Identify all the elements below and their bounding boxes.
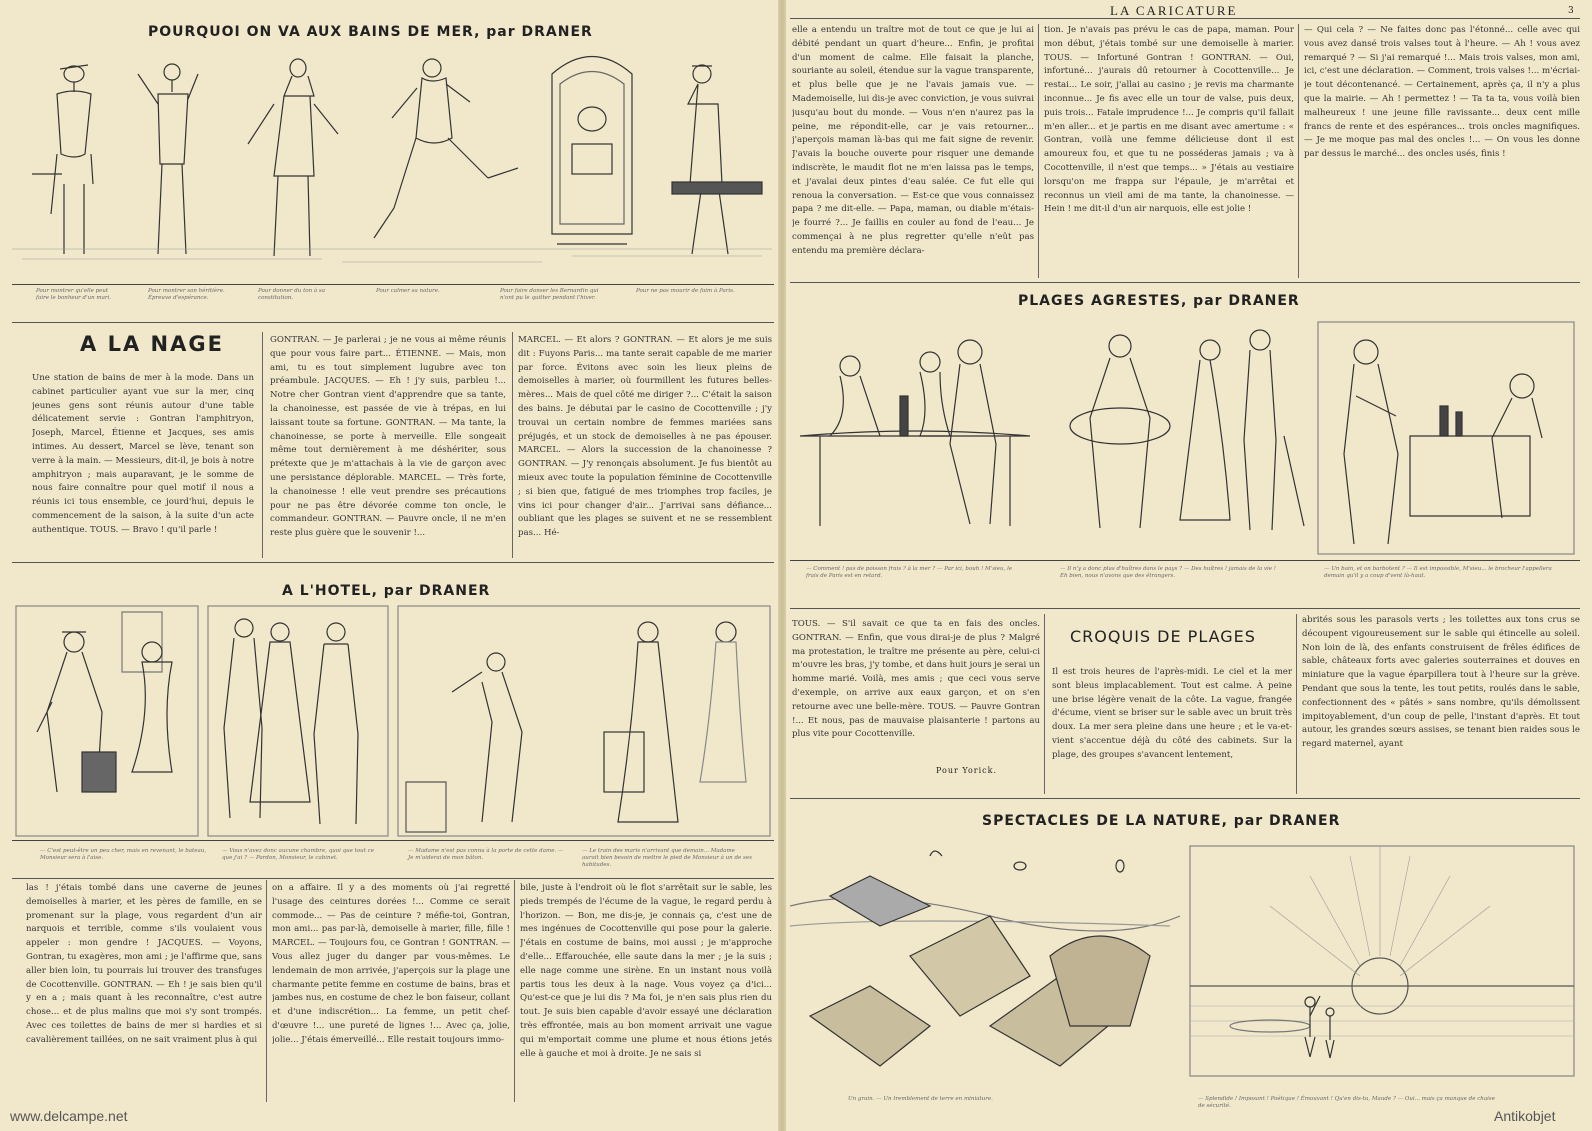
column-divider <box>1298 24 1299 278</box>
column-divider <box>262 332 263 558</box>
section-title-croquis: CROQUIS DE PLAGES <box>1070 627 1256 646</box>
caption-bains-5: Pour faire danser les Bernardin qui n'ont pu le quitter pendant l'hiver. <box>500 288 599 301</box>
column-divider <box>514 880 515 1102</box>
column-divider <box>1038 24 1039 278</box>
section-title-nature: SPECTACLES DE LA NATURE, par DRANER <box>982 813 1341 829</box>
caption-bains-1: Pour montrer qu'elle peut faire le bonheur d'un mari. <box>36 288 112 301</box>
text-nage-col1: Une station de bains de mer à la mode. Dans un cabinet particulier ayant vue sur la mer, cinq jeunes gens sont réunis autour d'une table délicatement servie : Gontran l'amphitryon, Joseph, Marcel, Étienne et Jacques, ses amis intimes. Au dessert, Marcel se lève, tenant son verre à la main. — Messieurs, dit-il, je bois à notre amphitryon ; mais auparavant, je le somme de nous faire connaître pour quel motif il nous a réunis ici tous ensemble, ce jourd'hui, depuis le commencement de la saison, à la suite d'un acte authentique. TOUS. — Bravo ! qu'il parle ! <box>32 373 254 535</box>
caption-agrestes-2: — Il n'y a donc plus d'huîtres dans le pays ? — Des huîtres ! jamais de la vie ! Eh bien, nous n'avons que des étrangers. <box>1060 566 1277 579</box>
page-number: 3 <box>1568 6 1574 16</box>
column-divider <box>1296 614 1297 794</box>
caption-agrestes-1: — Comment ! pas de poisson frais ? à la mer ? — Par ici, bouh ! M'sieu, le frais de Paris est en retard. <box>806 566 1013 579</box>
illustration-hotel <box>12 602 774 841</box>
column-divider <box>512 332 513 558</box>
text-right-col1: elle a entendu un traître mot de tout ce que je lui ai débité pendant un quart d'heure... Enfin, je profitai d'un moment de calme. Elle faisait la planche, souriante au soleil, étendue sur la vague transparente, et plus belle que je ne l'avais jamais vue. — Mademoiselle, lui dis-je avec conviction, je vous suivrai jusqu'au bout du monde. — Vous n'en n'aurez pas la peine, me répondit-elle, car je vais retourner... j'aperçois maman là-bas qui me fait signe de revenir. J'avais la bouche ouverte pour risquer une demande indiscrète, le maudit flot ne m'en laissa pas le temps, et j'avalai deux pintes d'eau salée. Ce fut elle qui renoua la conversation. — Est-ce que vous connaissez papa ? me dit-elle. — Papa, maman, ou diable m'étais-je fourré ?... Je faillis en couler au fond de l'eau... Je commençai à ne plus regretter qu'elle n'eût pas entendu ma première déclara- <box>792 25 1034 256</box>
signature: Pour Yorick. <box>936 766 998 775</box>
text-bottom-col1: las ! j'étais tombé dans une caverne de jeunes demoiselles à marier, et les pères de famille, en se promenant sur la plage, vous regardent d'un air narquois et terrible, comme s'ils voulaient vous appeler : mon gendre ! JACQUES. — Voyons, Gontran, tu exagères, mon ami ; je l'affirme que, sans aller bien loin, tu pourrais lui trouver des transfuges de Cocottenville. GONTRAN. — Eh ! je sais bien qu'il y en a ; mais quant à les reconnaître, c'est autre chose... et de plus malins que moi s'y sont trompés. Avec ces toilettes de bains de mer si hardies et si cavalièrement taillées, on ne sait vraiment plus à qui <box>26 883 262 1045</box>
text-mid-col3: abrités sous les parasols verts ; les toilettes aux tons crus se découpent vigoureusement sur le sable qui étincelle au soleil. Non loin de là, des enfants construisent de frêles édifices de sable, châteaux forts avec galeries souterraines et douves en miniature que la vague éparpillera tout à l'heure sur la grève. Pendant que sous la tente, les tout petits, roulés dans le sable, confectionnent des « pâtés » sans nombre, qu'ils démolissent impitoyablement, d'un coup de pelle, l'instant d'après. Et tout autour, les grandes sœurs assises, se tenant bien raides sous le regard maternel, ayant <box>1302 615 1580 750</box>
gutter <box>778 0 786 1131</box>
rule <box>12 878 774 879</box>
rule <box>790 798 1580 799</box>
caption-bains-4: Pour calmer sa nature. <box>376 288 440 294</box>
section-title-nage: A LA NAGE <box>80 332 224 356</box>
caption-hotel-4: — Le train des maris n'arrivant que demain... Madame aurait bien besoin de mettre le pied de Monsieur à un de ses habitudes. <box>582 848 752 868</box>
caption-nature-2: — Splendide ! Imposant ! Poétique ! Émouvant ! Qu'en dis-tu, Maude ? — Oui... mais ça manque de chaise de sécurité. <box>1198 1096 1495 1109</box>
text-right-col2: tion. Je n'avais pas prévu le cas de papa, maman. Pour mon début, j'étais tombé sur une demoiselle à marier. TOUS. — Infortuné Gontran ! GONTRAN. — Oui, infortuné... j'aurais dû retourner à Cocottenville... Je restai... Le soir, j'allai au casino ; je revis ma charmante inconnue... Je fis avec elle un tour de valse, puis deux, puis trois... Fatale imprudence !... Je compris qu'il fallait m'en aller... et je partis en me disant avec amertume : « Gontran, voilà une femme délicieuse dont il est amoureux fou, et que tu ne posséderas jamais ; va à Cocottenville, il n'est que temps... » J'étais au vestiaire lorsqu'on me frappa sur l'épaule, je m'arrêtai et reconnus un vieil ami de ma tante, la chanoinesse. — Hein ! me dit-il d'un air narquois, elle est jolie ! <box>1044 25 1294 215</box>
rule <box>790 282 1580 283</box>
text-croquis: Il est trois heures de l'après-midi. Le ciel et la mer sont bleus implacablement. Tout est calme. À peine une brise légère venait de la côte. La vague, frangée d'écume, vient se briser sur le sable avec un bruit très doux. La mer sera pleine dans une heure ; et le va-et-vient s'accentue déjà du côté des cabinets. Sur la plage, des groupes s'avancent lentement, <box>1052 667 1292 760</box>
watermark-left: www.delcampe.net <box>10 1108 128 1124</box>
rule <box>12 322 774 323</box>
watermark-right: Antikobjet <box>1494 1108 1556 1124</box>
caption-nature-1: Un grain. — Un tremblement de terre en miniature. <box>848 1096 993 1102</box>
section-title-bains: POURQUOI ON VA AUX BAINS DE MER, par DRANER <box>148 24 593 40</box>
text-right-col3: — Qui cela ? — Ne faites donc pas l'étonné... celle avec qui vous avez dansé trois valses tout à l'heure. — Ah ! vous avez remarqué ? — Si j'ai remarqué !... Mais trois valses, mon ami, ici, c'est une déclaration. — Comment, trois valses !... m'écriai-je tout décontenancé. — Certainement, après ça, il n'y a plus que la mairie. — Ah ! permettez ! — Ta ta ta, vous voilà bien malheureux ! une jeune fille ravissante... deux cent mille francs de rente et des espérances... trois oncles magnifiques. — Je me moque pas mal des oncles !... — On vous les donne par dessus le marché... des oncles usés, finis ! <box>1304 25 1580 160</box>
text-bottom-col3: bile, juste à l'endroit où le flot s'arrêtait sur le sable, les pieds trempés de l'écume de la vague, le regard perdu à l'horizon. — Bon, me dis-je, je connais ça, c'est une de mes ingénues de Cocottenville qui pose pour la galerie. J'étais en costume de bains, moi aussi ; je m'approche d'elle... Effarouchée, elle saute dans la mer ; je la suis ; elle nage comme une sirène. En un instant nous voilà partis tous les deux à la nage. Vous voyez ça d'ici... Qu'est-ce que je lui dis ? Ma foi, je n'en sais plus rien du tout. Je suis bien capable d'avoir essayé une déclaration très effrontée, mais au bon moment arrivait une vague qui m'emportait comme une plume et nous étions jetés elle à gauche et moi à droite. Je ne sais si <box>520 883 772 1059</box>
text-mid-col1: TOUS. — S'il savait ce que ta en fais des oncles. GONTRAN. — Enfin, que vous dirai-je de plus ? Malgré ma protestation, le traître me présente au père, celui-ci m'ouvre les bras, j'y tombe, et dans huit jours je serai un homme marié. Voilà, mes amis ; que ceci vous serve d'exemple, on arrive aux eaux garçon, et on s'en retourne avec une belle-mère. TOUS. — Pauvre Gontran !... Et nous, pas de mauvaise plaisanterie ! partons au plus vite pour Cocottenville. <box>792 619 1040 740</box>
caption-agrestes-3: — Un bain, et on barbotent ? — Il est impossible, M'sieu... le brocheur l'appellera demain qu'il y a coup d'vent là-haut. <box>1324 566 1552 579</box>
text-nage-col3: MARCEL. — Et alors ? GONTRAN. — Et alors je me suis dit : Fuyons Paris... ma tante serait capable de me marier par force. Évitons avec soin les lieux pleins de demoiselles à marier, où fourmillent les futures belles-mères... Mais de quel côté me diriger ?... C'était la saison des bains. Je débutai par le casino de Cocottenville ; j'y trouvai un certain nombre de femmes mariées sans préjugés, et un stock de demoiselles à ne pas épouser. MARCEL. — Alors la succession de la chanoinesse ? GONTRAN. — J'y renonçais absolument. Je fus bientôt au mieux avec toute la population féminine de Cocottenville ; si bien que, fatigué de mes triomphes trop faciles, je vins ici pour changer d'air... J'arrivai sans défiance... oubliant que les plages se suivent et ne se ressemblent pas... Hé- <box>518 335 772 539</box>
illustration-agrestes <box>790 316 1580 561</box>
column-divider <box>266 880 267 1102</box>
text-bottom-col2: on a affaire. Il y a des moments où j'ai regretté l'usage des ceintures dorées !... Comme ce serait commode... — Pas de ceinture ? méfie-toi, Gontran, mon ami... pas par-là, demoiselle à marier, fille, fille ! MARCEL. — Toujours fou, ce Gontran ! GONTRAN. — Vous allez juger du danger par vous-mêmes. Le lendemain de mon arrivée, j'aperçois sur la plage une charmante petite femme en costume de bains, bras et jambes nus, en costume de chez le bon faiseur, collant et d'une indiscrétion... La femme, un petit chef-d'œuvre !... une pureté de lignes !... Avec ça, jolie, jolie... J'étais émerveillé... Elle restait toujours immo- <box>272 883 510 1045</box>
column-divider <box>1044 614 1045 794</box>
hotel-drawing <box>12 602 774 840</box>
caption-bains-3: Pour donner du ton à sa constitution. <box>258 288 326 301</box>
journal-title: LA CARICATURE <box>1110 3 1238 18</box>
rule <box>12 562 774 563</box>
nature-drawing <box>790 836 1580 1084</box>
text-nage-col2: GONTRAN. — Je parlerai ; je ne vous ai même réunis que pour vous faire part... ÉTIENNE. — Mais, mon ami, tu es tout simplement lugubre avec ton préambule. JACQUES. — Eh ! j'y suis, parbleu !... Notre cher Gontran vient d'apprendre que sa tante, la chanoinesse, est passée de vie à trépas, en lui laissant toute sa fortune. GONTRAN. — Ma tante, la chanoinesse, se porte à merveille. Elle songeait même tout dernièrement à me déshériter, sous prétexte que je m'attachais à la vie de garçon avec une persistance déplorable. MARCEL. — Très forte, la chanoinesse ! elle veut prendre ses précautions pour ne pas être dévorée comme ton oncle, le commandeur. GONTRAN. — Pauvre oncle, il ne m'en reste plus guère que le souvenir !... <box>270 335 506 539</box>
caption-bains-2: Pour montrer son héritière. Épreuve d'espérance. <box>148 288 225 301</box>
illustration-nature <box>790 836 1580 1084</box>
section-title-agrestes: PLAGES AGRESTES, par DRANER <box>1018 293 1300 309</box>
bains-drawing <box>12 44 774 284</box>
illustration-bains <box>12 44 774 285</box>
caption-bains-6: Pour ne pas mourir de faim à Paris. <box>636 288 735 294</box>
caption-hotel-3: — Madame n'est pas connu à la porte de cette dame. — Je m'aiderai de mon bâton. <box>408 848 564 861</box>
agrestes-drawing <box>790 316 1580 560</box>
rule <box>790 608 1580 609</box>
caption-hotel-2: — Vous n'avez donc aucune chambre, quoi que tout ce que j'ai ? — Pardon, Monsieur, le cabinet. <box>222 848 374 861</box>
section-title-hotel: A L'HOTEL, par DRANER <box>282 583 491 599</box>
caption-hotel-1: — C'est peut-être un peu cher, mais en revenant, le bateau, Monsieur sera à l'aise. <box>40 848 207 861</box>
